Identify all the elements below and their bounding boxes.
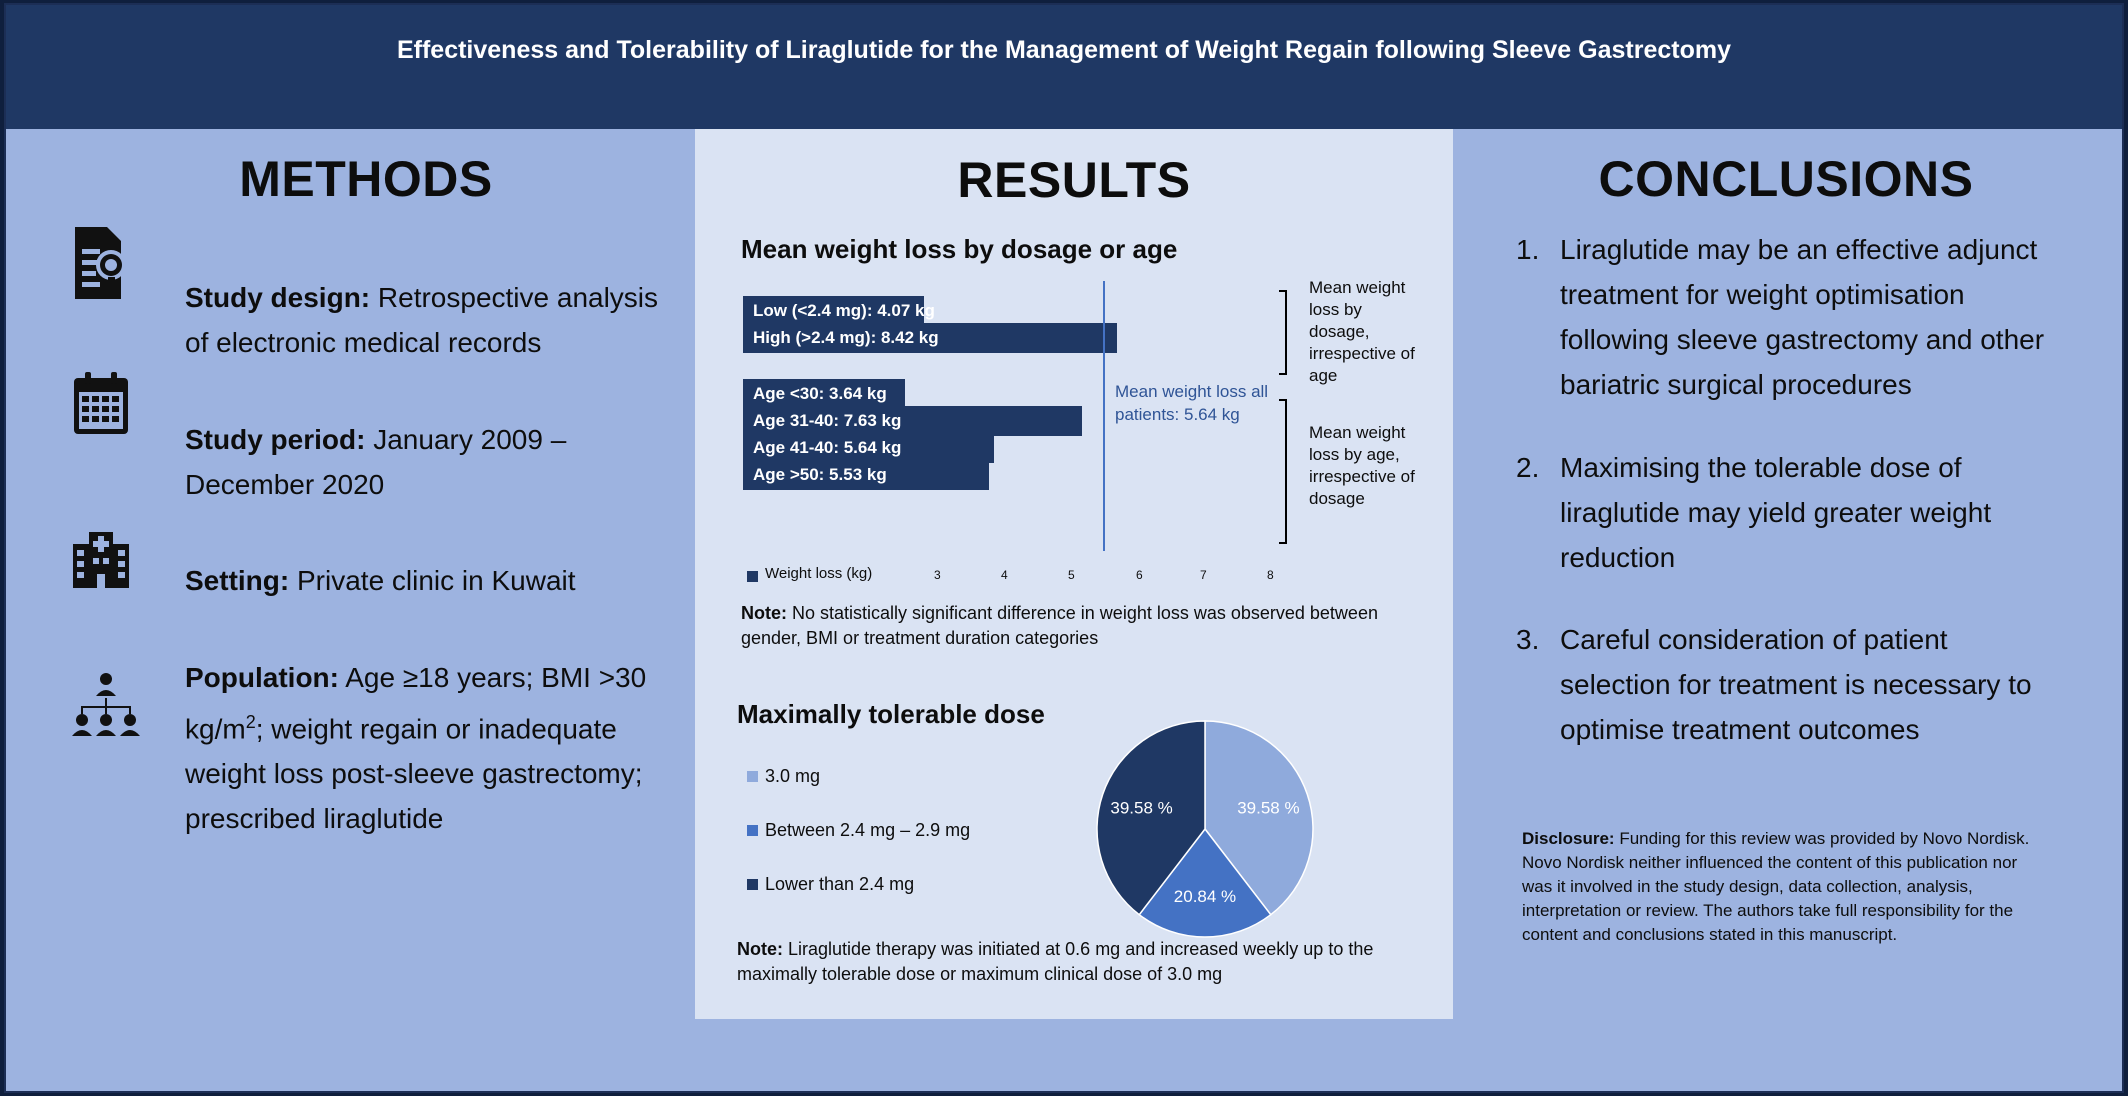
bar: Low (<2.4 mg): 4.07 kg: [743, 296, 924, 326]
x-tick-label: 3: [934, 568, 941, 582]
bar: Age <30: 3.64 kg: [743, 379, 905, 409]
bar: Age >50: 5.53 kg: [743, 460, 989, 490]
results-title: RESULTS: [957, 152, 1191, 208]
pie-legend-label: 3.0 mg: [765, 766, 821, 786]
hospital-icon: [71, 530, 131, 590]
axis-legend-label: Weight loss (kg): [765, 565, 873, 582]
method-text: Population: Age ≥18 years; BMI >30 $kg/m^2$; weight regain or inadequate weight loss post-sleeve gastrectomy; prescribed liraglutide: [185, 662, 647, 835]
bar-note: Note: No statistically significant difference in weight loss was observed between gender, BMI or treatment duration categories: [741, 603, 1378, 648]
pie-legend-label: Between 2.4 mg – 2.9 mg: [765, 820, 971, 840]
bar: Age 41-40: 5.64 kg: [743, 433, 994, 463]
x-tick-label: 6: [1136, 568, 1143, 582]
disclosure: Disclosure: Funding for this review was provided by Novo Nordisk. Novo Nordisk neither influenced the content of this publication nor was it involved in the study design, data collection, analysis, interpretation or review. The authors take full responsibility for the content and conclusions stated in this manuscript.: [1522, 829, 2030, 944]
axis-legend-swatch: [747, 571, 758, 582]
age-bracket-label: Mean weight loss by age, irrespective of dosage: [1309, 423, 1415, 508]
header-banner: [6, 5, 2122, 129]
x-tick-label: 4: [1001, 568, 1008, 582]
mean-reference-line: [1103, 281, 1105, 551]
x-tick-label: 5: [1068, 568, 1075, 582]
age-bracket: [1279, 399, 1287, 544]
document-search-icon: [71, 225, 131, 303]
page-title: Effectiveness and Tolerability of Liraglutide for the Management of Weight Regain following Sleeve Gastrectomy: [396, 35, 1732, 64]
conclusions-title: CONCLUSIONS: [1598, 151, 1974, 207]
method-text: Setting: Private clinic in Kuwait: [185, 565, 576, 596]
results-panel: [695, 129, 1453, 1019]
calendar-icon: [71, 370, 131, 448]
bar: Age 31-40: 7.63 kg: [743, 406, 1082, 436]
pie-legend-swatch: [747, 879, 758, 890]
infographic: Effectiveness and Tolerability of Liraglutide for the Management of Weight Regain following Sleeve Gastrectomy METHODS Study design: Retrospective analysis of electronic medical records Study period: January 2009 – December 2020 Setting: Private clinic in Kuwait Population: Age ≥18 years; BMI >30 $kg/m^2$; weight regain or inadequate weight loss post-sleeve gastrectomy; prescribed liraglutide RESULTS Mean weight loss by dosage or age Low (<2.4 mg): 4.07 kg High (>2.4 mg): 8.42 kg Age <30: 3.64 kg Age 31-40: 7.63 kg Age 41-40: 5.64 kg Age >50: 5.53 kg Mean weight loss all patients: 5.64 kg Mean weight loss by dosage, irrespective of age Mean weight loss by age, irrespective of dosage Weight loss (kg) 3 4 5 6 7 8 Note: No statistically significant difference in weight loss was observed between gender, BMI or treatment duration categories Maximally tolerable dose 3.0 mg Between 2.4 mg – 2.9 mg Lower than 2.4 mg 39.58 % 20.84 % 39.58 % Note: Liraglutide therapy was initiated at 0.6 mg and increased weekly up to the maximally tolerable dose or maximum clinical dose of 3.0 mg CONCLUSIONS 1. Liraglutide may be an effective adjunct treatment for weight optimisation following sleeve gastrectomy and other bariatric surgical procedures 2. Maximising the tolerable dose of liraglutide may yield greater weight reduction 3. Careful consideration of patient selection for treatment is necessary to optimise treatment outcomes Disclosure: Funding for this review was provided by Novo Nordisk. Novo Nordisk neither influenced the content of this publication nor was it involved in the study design, data collection, analysis, interpretation or review. The authors take full responsibility for the content and conclusions stated in this manuscript.: [4, 3, 2124, 1093]
methods-title: METHODS: [239, 151, 493, 207]
pie-legend-swatch: [747, 771, 758, 782]
x-tick-label: 8: [1267, 568, 1274, 582]
x-tick-label: 7: [1200, 568, 1207, 582]
pie-legend-label: Lower than 2.4 mg: [765, 874, 915, 894]
method-text: Study design: Retrospective analysis of electronic medical records: [185, 282, 659, 358]
bar-chart-title: Mean weight loss by dosage or age: [741, 234, 1178, 264]
dosage-bracket-label: Mean weight loss by dosage, irrespective of age: [1309, 278, 1415, 385]
pie-value-label: 39.58 %: [1110, 798, 1173, 818]
pie-chart: [1095, 719, 1315, 939]
dosage-bracket: [1279, 290, 1287, 375]
mean-reference-label: Mean weight loss all patients: 5.64 kg: [1115, 382, 1269, 424]
pie-value-label: 20.84 %: [1173, 886, 1237, 906]
method-text: Study period: January 2009 – December 2020: [185, 424, 567, 500]
pie-value-label: 39.58 %: [1237, 798, 1300, 818]
pie-legend-swatch: [747, 825, 758, 836]
people-hierarchy-icon: [71, 670, 141, 740]
bar: High (>2.4 mg): 8.42 kg: [743, 323, 1117, 353]
pie-chart-title: Maximally tolerable dose: [737, 699, 1045, 729]
pie-note: Note: Liraglutide therapy was initiated at 0.6 mg and increased weekly up to the maximally tolerable dose or maximum clinical dose of 3.0 mg: [737, 939, 1374, 984]
